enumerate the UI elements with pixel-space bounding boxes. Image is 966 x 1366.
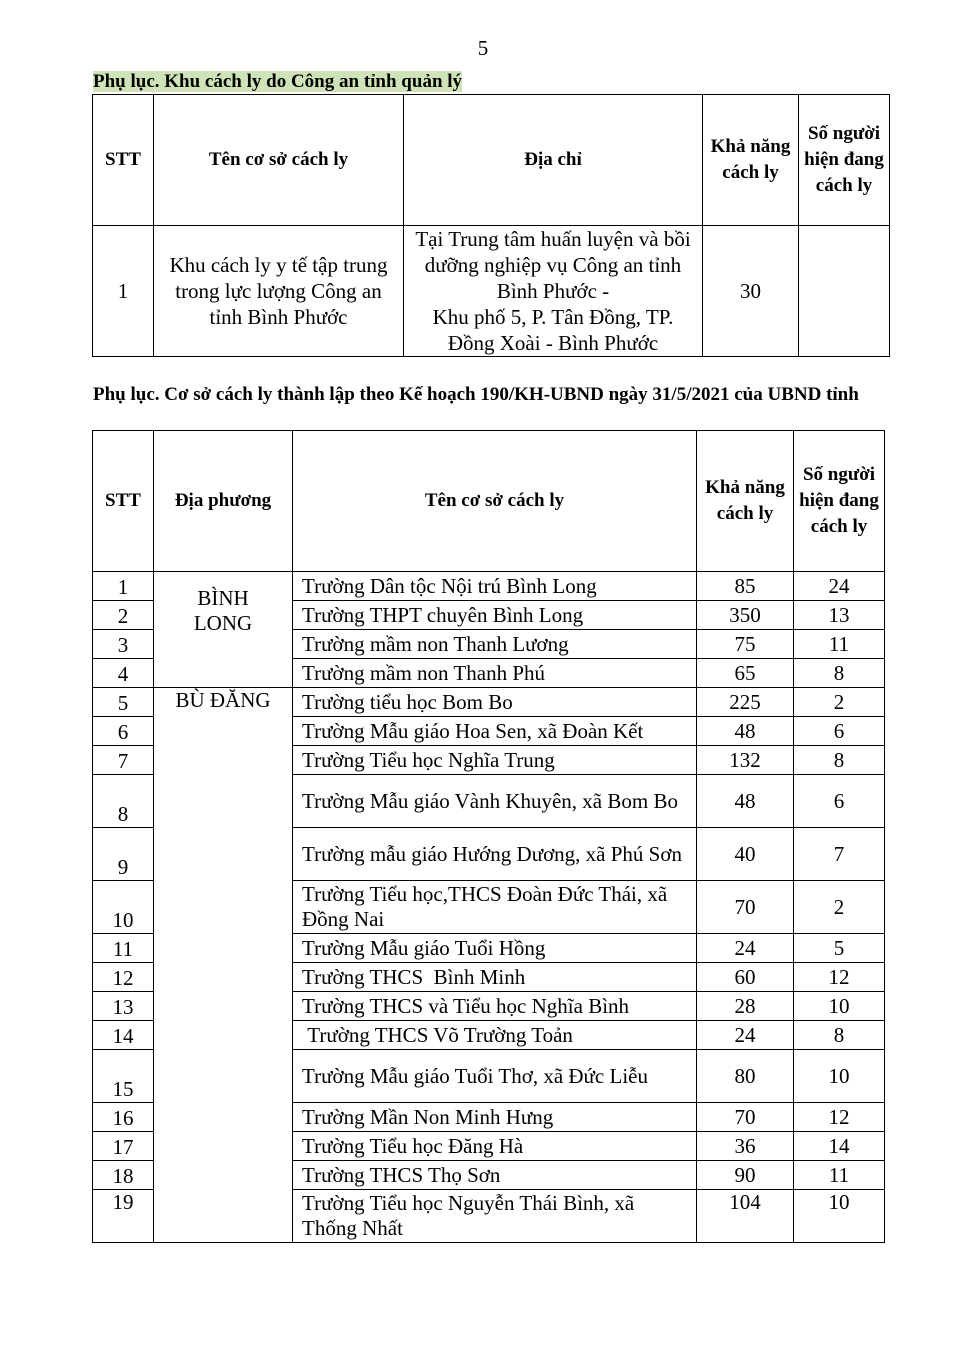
cell-current-count: 13 bbox=[794, 601, 885, 630]
cell-current-count: 5 bbox=[794, 934, 885, 963]
cell-capacity: 132 bbox=[697, 746, 794, 775]
cell-facility-name: Trường Tiểu học Nghĩa Trung bbox=[293, 746, 697, 775]
cell-facility-name: Trường Mẫu giáo Tuổi Thơ, xã Đức Liễu bbox=[293, 1050, 697, 1103]
cell-stt: 7 bbox=[93, 746, 154, 775]
cell-current-count: 24 bbox=[794, 572, 885, 601]
cell-current-count: 2 bbox=[794, 881, 885, 934]
cell-facility-name: Trường THPT chuyên Bình Long bbox=[293, 601, 697, 630]
cell-capacity: 60 bbox=[697, 963, 794, 992]
cell-current-count: 12 bbox=[794, 1103, 885, 1132]
cell-facility-name: Khu cách ly y tế tập trung trong lực lượng Công an tỉnh Bình Phước bbox=[154, 226, 404, 357]
header-locality: Địa phương bbox=[154, 431, 293, 572]
cell-stt: 13 bbox=[93, 992, 154, 1021]
cell-stt: 18 bbox=[93, 1161, 154, 1190]
cell-facility-name: Trường THCS Bình Minh bbox=[293, 963, 697, 992]
table-row bbox=[93, 226, 890, 357]
cell-capacity: 70 bbox=[697, 1103, 794, 1132]
header-capacity: Khả năng cách ly bbox=[703, 95, 799, 226]
quarantine-police-table bbox=[92, 94, 890, 357]
table-header-row bbox=[93, 95, 890, 226]
section-1-title bbox=[93, 70, 515, 93]
cell-stt: 19 bbox=[93, 1190, 154, 1243]
cell-facility-name: Trường mầm non Thanh Phú bbox=[293, 659, 697, 688]
cell-facility-name: Trường Mẫu giáo Vành Khuyên, xã Bom Bo bbox=[293, 775, 697, 828]
cell-capacity: 70 bbox=[697, 881, 794, 934]
cell-stt: 14 bbox=[93, 1021, 154, 1050]
cell-stt: 15 bbox=[93, 1050, 154, 1103]
header-current-count: Số người hiện đang cách ly bbox=[799, 95, 890, 226]
cell-current-count: 11 bbox=[794, 1161, 885, 1190]
cell-capacity: 24 bbox=[697, 934, 794, 963]
cell-stt: 2 bbox=[93, 601, 154, 630]
cell-facility-name: Trường Mẫu giáo Tuổi Hồng bbox=[293, 934, 697, 963]
cell-capacity: 65 bbox=[697, 659, 794, 688]
quarantine-facilities-table bbox=[92, 430, 885, 1243]
cell-current-count: 14 bbox=[794, 1132, 885, 1161]
cell-facility-name: Trường mầm non Thanh Lương bbox=[293, 630, 697, 659]
cell-stt: 3 bbox=[93, 630, 154, 659]
page-number: 5 bbox=[477, 36, 489, 60]
cell-current-count bbox=[799, 226, 890, 357]
cell-capacity: 350 bbox=[697, 601, 794, 630]
cell-capacity: 48 bbox=[697, 717, 794, 746]
section-2-title: Phụ lục. Cơ sở cách ly thành lập theo Kế hoạch 190/KH-UBND ngày 31/5/2021 của UBND tỉnh bbox=[93, 384, 859, 405]
cell-facility-name: Trường Tiểu học Đăng Hà bbox=[293, 1132, 697, 1161]
header-stt: STT bbox=[93, 95, 154, 226]
cell-stt: 1 bbox=[93, 572, 154, 601]
address-line-1: Tại Trung tâm huấn luyện và bồi dưỡng nghiệp vụ Công an tỉnh Bình Phước - bbox=[415, 227, 691, 303]
cell-current-count: 11 bbox=[794, 630, 885, 659]
cell-current-count: 8 bbox=[794, 659, 885, 688]
cell-capacity: 90 bbox=[697, 1161, 794, 1190]
address-line-2: Khu phố 5, P. Tân Đồng, TP. Đồng Xoài - Bình Phước bbox=[432, 305, 674, 355]
cell-capacity: 28 bbox=[697, 992, 794, 1021]
cell-current-count: 10 bbox=[794, 1190, 885, 1243]
cell-current-count: 12 bbox=[794, 963, 885, 992]
cell-locality-binh-long: BÌNH LONG bbox=[154, 572, 293, 688]
cell-facility-name: Trường Tiểu học Nguyễn Thái Bình, xã Thống Nhất bbox=[293, 1190, 697, 1243]
cell-capacity: 75 bbox=[697, 630, 794, 659]
header-capacity: Khả năng cách ly bbox=[697, 431, 794, 572]
header-facility-name: Tên cơ sở cách ly bbox=[154, 95, 404, 226]
cell-capacity: 36 bbox=[697, 1132, 794, 1161]
cell-stt: 5 bbox=[93, 688, 154, 717]
cell-facility-name: Trường THCS và Tiểu học Nghĩa Bình bbox=[293, 992, 697, 1021]
cell-capacity: 85 bbox=[697, 572, 794, 601]
cell-capacity: 30 bbox=[703, 226, 799, 357]
section-1-title-text: Phụ lục. Khu cách ly do Công an tỉnh quản lý bbox=[93, 71, 463, 92]
cell-locality-bu-dang: BÙ ĐĂNG bbox=[154, 688, 293, 1243]
cell-current-count: 7 bbox=[794, 828, 885, 881]
cell-capacity: 104 bbox=[697, 1190, 794, 1243]
header-address: Địa chỉ bbox=[404, 95, 703, 226]
cell-capacity: 80 bbox=[697, 1050, 794, 1103]
cell-stt: 11 bbox=[93, 934, 154, 963]
cell-facility-name: Trường tiểu học Bom Bo bbox=[293, 688, 697, 717]
cell-stt: 1 bbox=[93, 226, 154, 357]
cell-current-count: 6 bbox=[794, 775, 885, 828]
cell-current-count: 6 bbox=[794, 717, 885, 746]
table-header-row bbox=[93, 431, 885, 572]
header-facility-name: Tên cơ sở cách ly bbox=[293, 431, 697, 572]
table-row bbox=[93, 688, 885, 717]
cell-current-count: 8 bbox=[794, 746, 885, 775]
header-current-count: Số người hiện đang cách ly bbox=[794, 431, 885, 572]
cell-facility-name: Trường THCS Thọ Sơn bbox=[293, 1161, 697, 1190]
cell-stt: 9 bbox=[93, 828, 154, 881]
cell-capacity: 48 bbox=[697, 775, 794, 828]
cell-stt: 12 bbox=[93, 963, 154, 992]
cell-facility-name: Trường Dân tộc Nội trú Bình Long bbox=[293, 572, 697, 601]
cell-current-count: 8 bbox=[794, 1021, 885, 1050]
cell-stt: 10 bbox=[93, 881, 154, 934]
cell-facility-name: Trường Mần Non Minh Hưng bbox=[293, 1103, 697, 1132]
cell-current-count: 10 bbox=[794, 1050, 885, 1103]
header-stt: STT bbox=[93, 431, 154, 572]
table-row bbox=[93, 572, 885, 601]
cell-capacity: 24 bbox=[697, 1021, 794, 1050]
cell-stt: 16 bbox=[93, 1103, 154, 1132]
cell-stt: 4 bbox=[93, 659, 154, 688]
cell-capacity: 40 bbox=[697, 828, 794, 881]
cell-facility-name: Trường mẫu giáo Hướng Dương, xã Phú Sơn bbox=[293, 828, 697, 881]
cell-address bbox=[404, 226, 703, 357]
cell-current-count: 10 bbox=[794, 992, 885, 1021]
cell-facility-name: Trường Tiểu học,THCS Đoàn Đức Thái, xã Đồng Nai bbox=[293, 881, 697, 934]
cell-facility-name: Trường THCS Võ Trường Toản bbox=[293, 1021, 697, 1050]
cell-stt: 6 bbox=[93, 717, 154, 746]
cell-stt: 8 bbox=[93, 775, 154, 828]
cell-capacity: 225 bbox=[697, 688, 794, 717]
cell-stt: 17 bbox=[93, 1132, 154, 1161]
cell-facility-name: Trường Mẫu giáo Hoa Sen, xã Đoàn Kết bbox=[293, 717, 697, 746]
cell-current-count: 2 bbox=[794, 688, 885, 717]
